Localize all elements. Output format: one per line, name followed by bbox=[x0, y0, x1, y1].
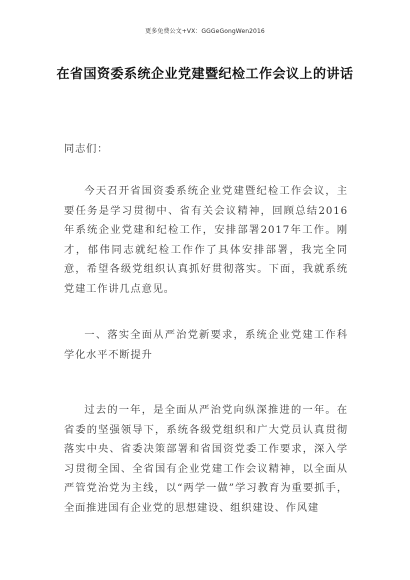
header-note: 更多免费公文+VX：GGGeGongWen2016 bbox=[145, 28, 265, 35]
paragraph-intro bbox=[64, 182, 348, 299]
paragraph-review bbox=[64, 401, 348, 518]
paragraph-text: 过去的一年，是全面从严治党向纵深推进的一年。在省委的坚强领导下，系统各级党组织和广大党员认真贯彻落实中央、省委决策部署和省国资党委工作要求，深入学习贯彻全国、全省国有企业党建工作会议精神，以全面从严管党治党为主线，以“两学一做”学习教育为重要抓手，全面推进国有企业党的思想建设、组织建设、作风建 bbox=[64, 405, 348, 514]
section-heading-text: 一、落实全面从严治党新要求，系统企业党建工作科学化水平不断提升 bbox=[64, 330, 348, 361]
paragraph-text: 今天召开省国资委系统企业党建暨纪检工作会议，主要任务是学习贯彻中、省有关会议精神，回顾总结2016年系统企业党建和纪检工作，安排部署2017年工作。刚才，郁伟同志就纪检工作作了具体安排部署，我完全同意，希望各级党组织认真抓好贯彻落实。下面，我就系统党建工作讲几点意见。 bbox=[64, 186, 348, 295]
section-heading bbox=[64, 326, 348, 365]
greeting: 同志们： bbox=[64, 144, 109, 155]
document-title: 在省国资委系统企业党建暨纪检工作会议上的讲话 bbox=[56, 67, 354, 82]
